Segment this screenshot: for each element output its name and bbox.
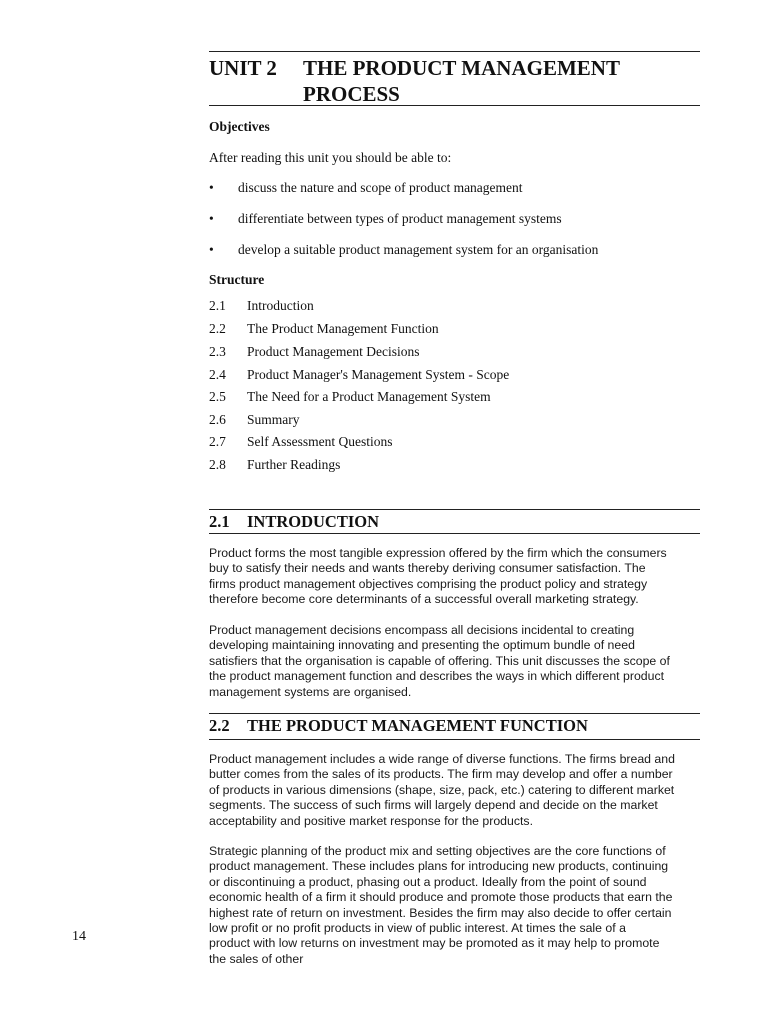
text-line: management systems are organised. <box>209 684 412 699</box>
text-line: therefore become core determinants of a successful overall marketing strategy. <box>209 592 639 607</box>
objectives-heading: Objectives <box>209 119 270 134</box>
unit-name <box>303 55 700 107</box>
unit-name-line2: PROCESS <box>303 82 400 106</box>
text-line: economic health of a firm it should produce and promote those products that earn the <box>209 890 673 905</box>
unit-title <box>209 55 700 107</box>
text-line: segments. The success of such firms will largely depend and decide on the market <box>209 798 658 813</box>
text-line: highest rate of return on investment. Besides the firm may also decide to offer certain <box>209 905 672 920</box>
text-line: the sales of other <box>209 951 304 966</box>
structure-item-title: Product Management Decisions <box>247 344 420 359</box>
text-line: product management. These includes plans for introducing new products, continuing <box>209 859 669 874</box>
bullet-icon: • <box>209 180 214 195</box>
structure-item-title: Summary <box>247 412 300 427</box>
structure-item-number: 2.2 <box>209 321 226 336</box>
text-line: Strategic planning of the product mix and setting objectives are the core functions of <box>209 844 666 858</box>
section-22-bottom-rule <box>209 739 700 740</box>
text-line: or discontinuing a product, phasing out a product. Ideally from the point of sound <box>209 874 647 889</box>
section-21-bottom-rule <box>209 533 700 534</box>
title-top-rule <box>209 51 700 52</box>
title-bottom-rule <box>209 105 700 106</box>
function-paragraph-1 <box>209 752 701 829</box>
structure-item-number: 2.7 <box>209 434 226 449</box>
section-21-top-rule <box>209 509 700 510</box>
text-line: Product management decisions encompass all decisions incidental to creating <box>209 623 635 637</box>
section-22-top-rule <box>209 713 700 714</box>
structure-item-title: The Need for a Product Management System <box>247 389 491 404</box>
structure-item-number: 2.4 <box>209 367 226 382</box>
structure-item-title: Self Assessment Questions <box>247 434 393 449</box>
introduction-paragraph-2 <box>209 623 701 700</box>
objective-text: discuss the nature and scope of product management <box>238 180 523 195</box>
introduction-paragraph-1 <box>209 546 701 608</box>
objective-text: develop a suitable product management system for an organisation <box>238 242 599 257</box>
unit-number: UNIT 2 <box>209 56 277 80</box>
bullet-icon: • <box>209 211 214 226</box>
page-number: 14 <box>72 929 86 944</box>
structure-item-number: 2.3 <box>209 344 226 359</box>
text-line: developing maintaining innovating and presenting the optimum bundle of need <box>209 638 635 653</box>
text-line: Product management includes a wide range of diverse functions. The firms bread and <box>209 752 675 766</box>
structure-item-title: Further Readings <box>247 457 341 472</box>
function-paragraph-2 <box>209 844 701 967</box>
text-line: butter comes from the sales of its products. The firm may develop and offer a number <box>209 767 673 782</box>
structure-item-number: 2.6 <box>209 412 226 427</box>
text-line: firms product management objectives comprising the product policy and strategy <box>209 576 648 591</box>
structure-item-title: The Product Management Function <box>247 321 439 336</box>
objective-text: differentiate between types of product management systems <box>238 211 562 226</box>
unit-name-line1: THE PRODUCT MANAGEMENT <box>303 56 620 80</box>
bullet-icon: • <box>209 242 214 257</box>
text-line: the product management function and describes the ways in which different product <box>209 669 665 684</box>
structure-item-title: Product Manager's Management System - Scope <box>247 367 510 382</box>
section-number: 2.1 <box>209 512 230 531</box>
text-line: acceptability and positive market response for the products. <box>209 813 533 828</box>
text-line: buy to satisfy their needs and wants thereby deriving consumer satisfaction. The <box>209 561 646 576</box>
structure-item-title: Introduction <box>247 298 314 313</box>
structure-heading: Structure <box>209 272 265 287</box>
objectives-intro: After reading this unit you should be able to: <box>209 150 452 165</box>
structure-item-number: 2.5 <box>209 389 226 404</box>
text-line: Product forms the most tangible expression offered by the firm which the consumers <box>209 546 667 560</box>
structure-item-number: 2.1 <box>209 298 226 313</box>
section-number: 2.2 <box>209 716 230 735</box>
text-line: low profit or no profit products in view of public interest. At times the sale of a <box>209 921 626 936</box>
text-line: product with low returns on investment may be promoted as it may help to promote <box>209 936 660 951</box>
text-line: satisfiers that the organisation is capable of offering. This unit discusses the scope of <box>209 653 670 668</box>
section-title: INTRODUCTION <box>247 512 380 531</box>
section-title: THE PRODUCT MANAGEMENT FUNCTION <box>247 716 588 735</box>
structure-item-number: 2.8 <box>209 457 226 472</box>
text-line: of products in various dimensions (shape, size, pack, etc.) catering to different market <box>209 782 675 797</box>
